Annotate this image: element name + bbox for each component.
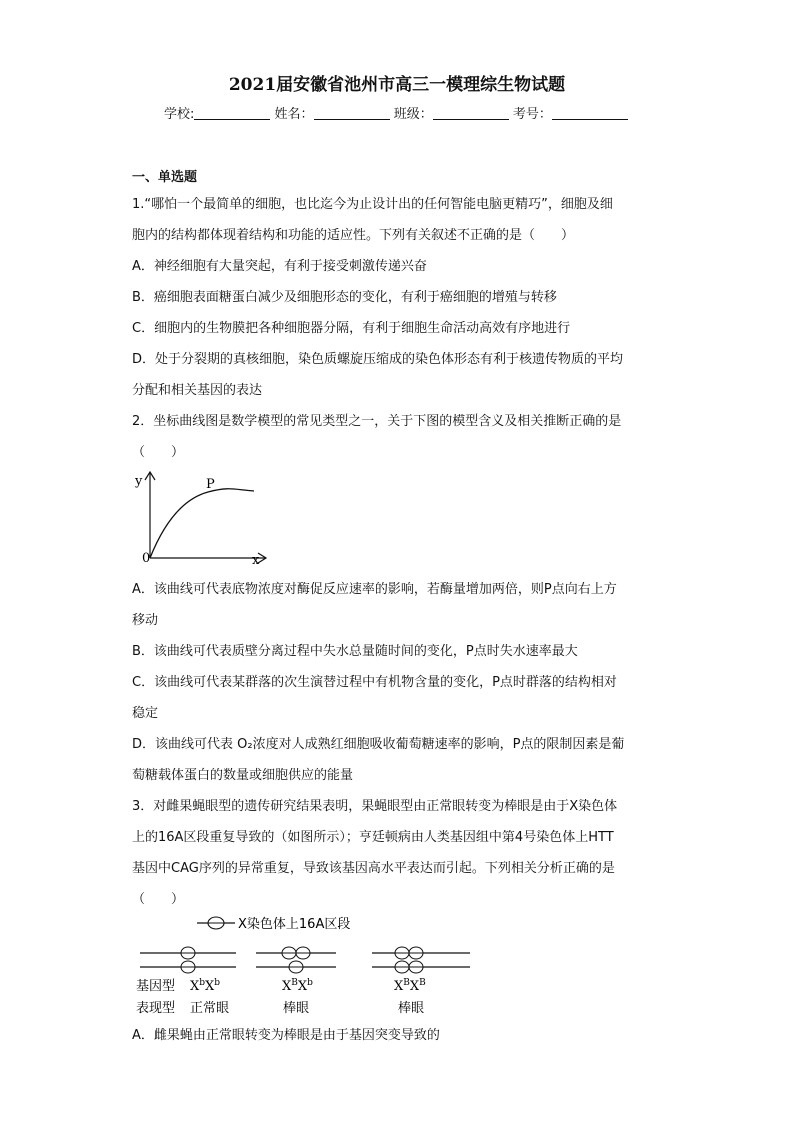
class-label: 班级： — [393, 107, 433, 122]
option-line: 稳定 — [132, 706, 159, 721]
question-text-line: 基因中CAG序列的异常重复，导致该基因高水平表达而引起。下列相关分析正确的是 — [132, 861, 615, 876]
name-blank[interactable] — [314, 105, 390, 120]
option-line: B．癌细胞表面糖蛋白减少及细胞形态的变化，有利于癌细胞的增殖与转移 — [132, 290, 557, 305]
genotype-normal: $X^bX^b$ — [190, 978, 221, 994]
saturation-curve — [150, 489, 254, 558]
legend-label: X染色体上16A区段 — [238, 917, 351, 932]
question-text-line: （ ） — [132, 892, 185, 907]
genotype-row-label: 基因型 — [136, 979, 176, 994]
school-label: 学校: — [164, 107, 195, 122]
curve-figure — [126, 466, 276, 571]
option-line: A．该曲线可代表底物浓度对酶促反应速率的影响，若酶量增加两倍，则P点向右上方 — [132, 582, 617, 597]
phenotype-normal: 正常眼 — [190, 1001, 230, 1016]
phenotype-bar-eye: 棒眼 — [398, 1001, 425, 1016]
y-axis-label: y — [135, 474, 143, 489]
question-text-line: 上的16A区段重复导致的（如图所示）；亨廷顿病由人类基因组中第4号染色体上HTT — [132, 830, 614, 845]
student-info-row — [164, 103, 628, 122]
option-line: 分配和相关基因的表达 — [132, 383, 263, 398]
phenotype-bar-eye: 棒眼 — [283, 1001, 310, 1016]
option-line: B．该曲线可代表质壁分离过程中失水总量随时间的变化，P点时失水速率最大 — [132, 644, 578, 659]
chromosome-pair-homozygous — [372, 947, 470, 973]
option-line: 萄糖载体蛋白的数量或细胞供应的能量 — [132, 768, 354, 783]
exam-title: 2021届安徽省池州市高三一模理综生物试题 — [228, 75, 566, 95]
chromosome-pair-normal — [140, 947, 236, 973]
option-line: C．细胞内的生物膜把各种细胞器分隔，有利于细胞生命活动高效有序地进行 — [132, 321, 571, 336]
option-line: D．处于分裂期的真核细胞，染色质螺旋压缩成的染色体形态有利于核遗传物质的平均 — [132, 352, 624, 367]
question-text-line: 3．对雌果蝇眼型的遗传研究结果表明，果蝇眼型由正常眼转变为棒眼是由于X染色体 — [132, 799, 618, 814]
genotype-heterozygous: $X^BX^b$ — [282, 978, 313, 994]
school-blank[interactable] — [194, 105, 270, 120]
exam-no-blank[interactable] — [552, 105, 628, 120]
option-line: D．该曲线可代表 O₂浓度对人成熟红细胞吸收葡萄糖速率的影响，P点的限制因素是葡 — [132, 737, 625, 752]
question-text-line: 2．坐标曲线图是数学模型的常见类型之一，关于下图的模型含义及相关推断正确的是 — [132, 414, 622, 429]
x-axis-label: x — [252, 553, 260, 568]
origin-label: 0 — [142, 551, 151, 566]
chromosome-pair-heterozygous — [256, 947, 336, 973]
genotype-homozygous: $X^BX^B$ — [394, 978, 426, 994]
option-line: 移动 — [132, 613, 159, 628]
option-line: A．雌果蝇由正常眼转变为棒眼是由于基因突变导致的 — [132, 1028, 440, 1043]
question-text-line: 胞内的结构都体现着结构和功能的适应性。下列有关叙述不正确的是（ ） — [132, 228, 575, 243]
question-text-line: 1.“哪怕一个最简单的细胞，也比迄今为止设计出的任何智能电脑更精巧”，细胞及细 — [132, 197, 613, 212]
point-p-label: P — [206, 477, 215, 492]
section-title: 一、单选题 — [132, 170, 198, 185]
exam-no-label: 考号： — [512, 107, 552, 122]
option-line: A．神经细胞有大量突起，有利于接受刺激传递兴奋 — [132, 259, 427, 274]
class-blank[interactable] — [433, 105, 509, 120]
phenotype-row-label: 表现型 — [136, 1001, 176, 1016]
question-text-line: （ ） — [132, 445, 185, 460]
chromosome-figure — [132, 908, 492, 1020]
name-label: 姓名： — [274, 107, 314, 122]
option-line: C．该曲线可代表某群落的次生演替过程中有机物含量的变化，P点时群落的结构相对 — [132, 675, 617, 690]
